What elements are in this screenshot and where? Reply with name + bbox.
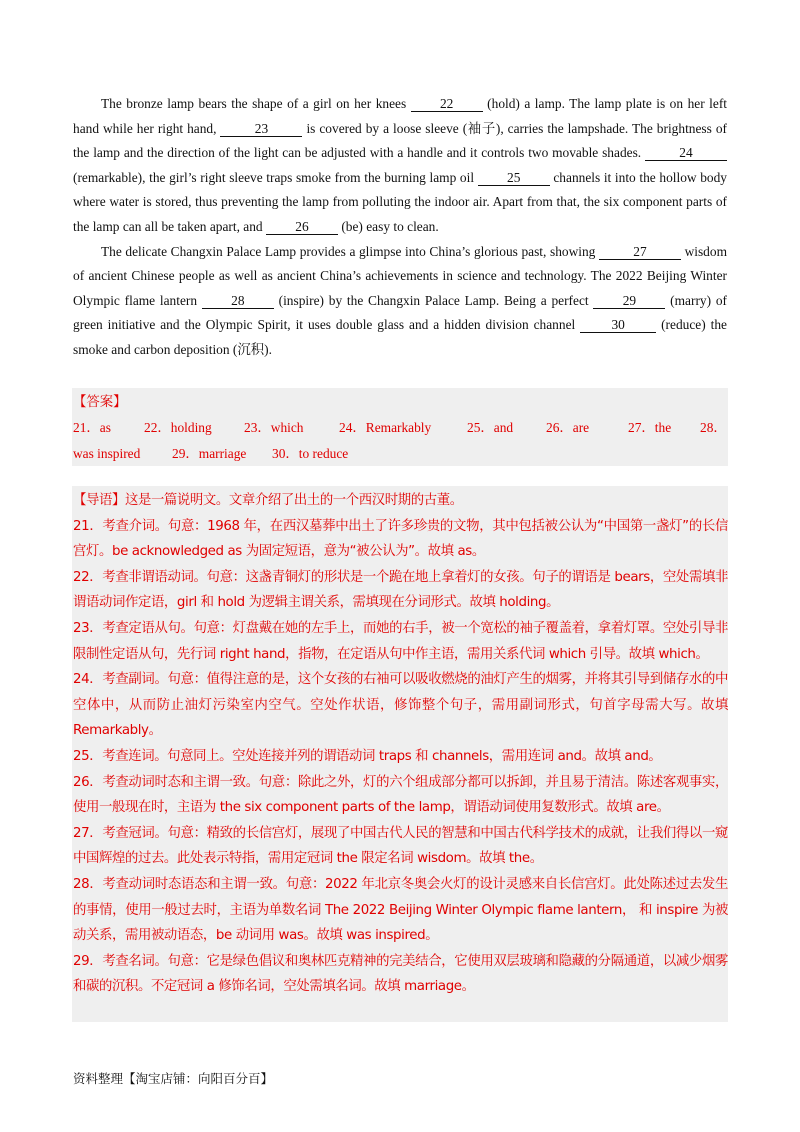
blank-27: 27 [599,244,681,260]
analysis [73,488,728,1000]
explanation-27: 27．考查冠词。句意：精致的长信宫灯，展现了中国古代人民的智慧和中国古代科学技术的成就，让我们得以一窥中国辉煌的过去。此处表示特指，需用定冠词 the 限定名词 wisdom。故填 the。 [73,825,728,867]
passage-paragraph-1 [73,92,727,240]
blank-28: 28 [202,293,274,309]
blank-26: 26 [266,219,338,235]
blank-29: 29 [593,293,665,309]
answer-29: 29．marriage [172,446,247,461]
explanation-22: 22．考查非谓语动词。句意：这盏青铜灯的形状是一个跪在地上拿着灯的女孩。句子的谓语是 bears，空处需填非谓语动词作定语，girl 和 hold 为逻辑主谓关系，需填现在分词形式。故填 holding。 [73,569,728,611]
text-run: channels it into the hollow body where water is stored, thus preventing the lamp from polluting the indoor air. Apart from that, the six component parts of the lamp can all be taken apart, and [73,169,727,234]
blank-23: 23 [220,121,302,137]
answer-25: 25．and [467,420,514,435]
analysis-intro-text: 【导语】这是一篇说明文。文章介绍了出土的一个西汉时期的古董。 [73,493,463,508]
text-run: (remarkable), the girl’s right sleeve traps smoke from the burning lamp oil [73,169,478,185]
answer-22: 22．holding [144,420,212,435]
answer-26: 26．are [546,420,590,435]
explanation-24: 24．考查副词。句意：值得注意的是，这个女孩的右袖可以吸收燃烧的油灯产生的烟雾，并将其引导到储存水的中空体中，从而防止油灯污染室内空气。空处作状语，修饰整个句子，需用副词形式，句首字母需大写。故填 Remarkably。 [73,672,728,739]
answer-23: 23．which [244,420,304,435]
text-run: (inspire) by the Changxin Palace Lamp. Being a perfect [273,292,594,308]
analysis-intro [73,488,728,514]
answer-27: 27．the [628,420,672,435]
explanation-26: 26．考查动词时态和主谓一致。句意：除此之外，灯的六个组成部分都可以拆卸，并且易于清洁。陈述客观事实，使用一般现在时，主语为 the six component parts of the lamp，谓语动词使用复数形式。故填 are。 [73,774,728,816]
blank-22: 22 [411,96,483,112]
text-run: (hold) a lamp. The lamp plate is on her left hand while her right hand, [73,96,727,136]
answer-title: 【答案】 [73,395,127,410]
blank-24: 24 [645,145,727,161]
explanation-25: 25．考查连词。句意同上。空处连接并列的谓语动词 traps 和 channels，需用连词 and。故填 and。 [73,748,662,764]
answer-line-1 [73,417,727,436]
explanation-29: 29．考查名词。句意：它是绿色倡议和奥林匹克精神的完美结合，它使用双层玻璃和隐藏的分隔通道，以减少烟雾和碳的沉积。不定冠词 a 修饰名词，空处需填名词。故填 marriage。 [73,953,728,995]
blank-30: 30 [580,317,656,333]
text-run: (be) easy to clean. [337,218,439,234]
explanation-21: 21．考查介词。句意：1968 年，在西汉墓葬中出土了许多珍贵的文物，其中包括被公认为“中国第一盏灯”的长信宫灯。be acknowledged as 为固定短语，意为“被公认为”。故填 as。 [73,518,728,560]
explanation-23: 23．考查定语从句。句意：灯盘戴在她的左手上，而她的右手，被一个宽松的袖子覆盖着，拿着灯罩。空处引导非限制性定语从句，先行词 right hand，指物，在定语从句中作主语，需用关系代词 which 引导。故填 which。 [73,620,728,662]
text-run: is covered by a loose sleeve (袖子), carries the lampshade. The brightness of the lamp and the direction of the light can be adjusted with a handle and it controls two movable shades. [73,120,727,161]
footer-source: 资料整理【淘宝店铺：向阳百分百】 [73,1071,274,1086]
text-run: (marry) of green initiative and the Olympic Spirit, it uses double glass and a hidden division channel [73,292,727,333]
answer-30: 30．to reduce [272,446,349,461]
answer-line-2 [73,443,348,462]
blank-25: 25 [478,170,550,186]
passage [73,92,727,363]
passage-paragraph-2 [73,240,727,363]
text-run: The bronze lamp bears the shape of a girl on her knees [101,96,411,111]
text-run: (reduce) the smoke and carbon deposition (沉积). [73,317,727,357]
text-run: wisdom of ancient Chinese people as well as ancient China’s achievements in science and technology. The 2022 Beijing Winter Olympic flame lantern [73,243,727,308]
answer-24: 24．Remarkably [339,420,432,435]
answer-28: was inspired [73,446,141,461]
answer-28-label: 28． [700,420,727,435]
answer-21: 21．as [73,420,111,435]
explanation-28: 28．考查动词时态语态和主谓一致。句意：2022 年北京冬奥会火灯的设计灵感来自长信宫灯。此处陈述过去发生的事情，使用一般过去时，主语为单数名词 The 2022 Beijing Winter Olympic flame lantern， 和 inspire 为被动关系，需用被动语态，be 动词用 was。故填 was inspired。 [73,876,728,944]
text-run: The delicate Changxin Palace Lamp provides a glimpse into China’s glorious past, showing [101,243,599,259]
